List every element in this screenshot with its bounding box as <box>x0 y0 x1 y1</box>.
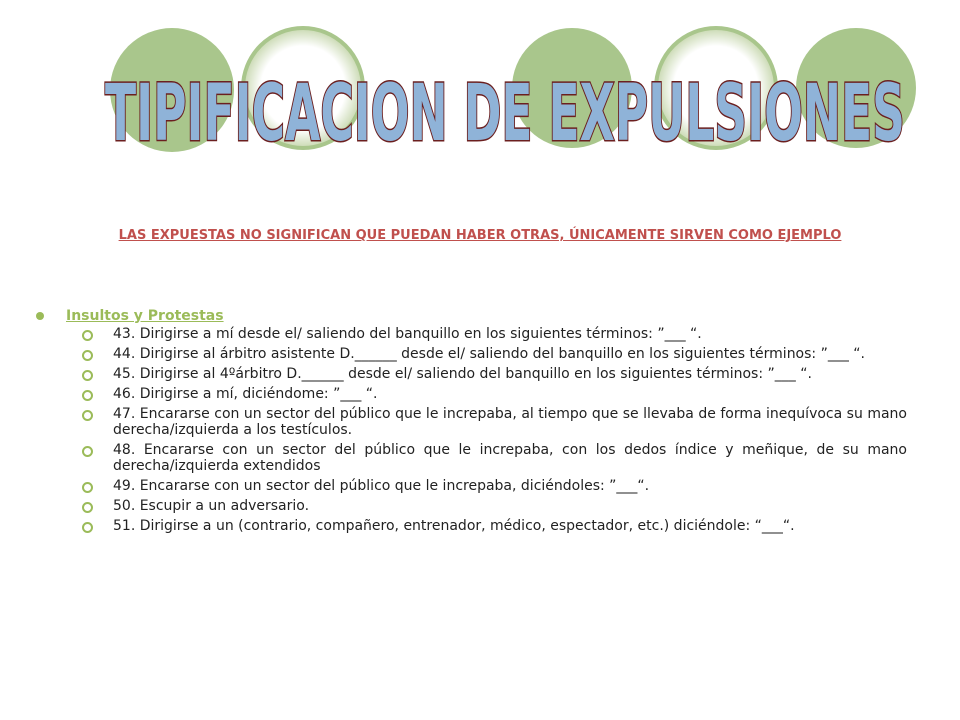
list-item: 51. Dirigirse a un (contrario, compañero, entrenador, médico, espectador, etc.) diciéndole: “___“. <box>82 518 907 534</box>
list-item: 47. Encararse con un sector del público que le increpaba, al tiempo que se llevaba de forma inequívoca su mano derecha/izquierda a los testículos. <box>82 406 907 438</box>
ring-bullet-icon <box>82 522 93 533</box>
ring-bullet-icon <box>82 330 93 341</box>
title-banner <box>0 0 960 200</box>
section-heading <box>36 308 224 324</box>
list-item: 45. Dirigirse al 4ºárbitro D.______ desde el/ saliendo del banquillo en los siguientes términos: ”___ “. <box>82 366 907 382</box>
notice-text: LAS EXPUESTAS NO SIGNIFICAN QUE PUEDAN HABER OTRAS, ÚNICAMENTE SIRVEN COMO EJEMPLO <box>118 228 842 243</box>
list-item: 46. Dirigirse a mí, diciéndome: ”___ “. <box>82 386 907 402</box>
page-title: TIPIFICACION DE EXPULSIONES <box>105 69 905 159</box>
ring-bullet-icon <box>82 390 93 401</box>
list-item: 44. Dirigirse al árbitro asistente D.______ desde el/ saliendo del banquillo en los siguientes términos: ”___ “. <box>82 346 907 362</box>
list-item: 48. Encararse con un sector del público que le increpaba, con los dedos índice y meñique, de su mano derecha/izquierda extendidos <box>82 442 907 474</box>
list-item: 43. Dirigirse a mí desde el/ saliendo del banquillo en los siguientes términos: ”___ “. <box>82 326 907 342</box>
list-item: 49. Encararse con un sector del público que le increpaba, diciéndoles: ”___“. <box>82 478 907 494</box>
ring-bullet-icon <box>82 410 93 421</box>
ring-bullet-icon <box>82 350 93 361</box>
ring-bullet-icon <box>82 502 93 513</box>
ring-bullet-icon <box>82 482 93 493</box>
ring-bullet-icon <box>82 370 93 381</box>
list-item: 50. Escupir a un adversario. <box>82 498 907 514</box>
bullet-icon <box>36 312 44 320</box>
ring-bullet-icon <box>82 446 93 457</box>
section-label[interactable]: Insultos y Protestas <box>66 308 224 324</box>
item-list <box>82 326 907 538</box>
